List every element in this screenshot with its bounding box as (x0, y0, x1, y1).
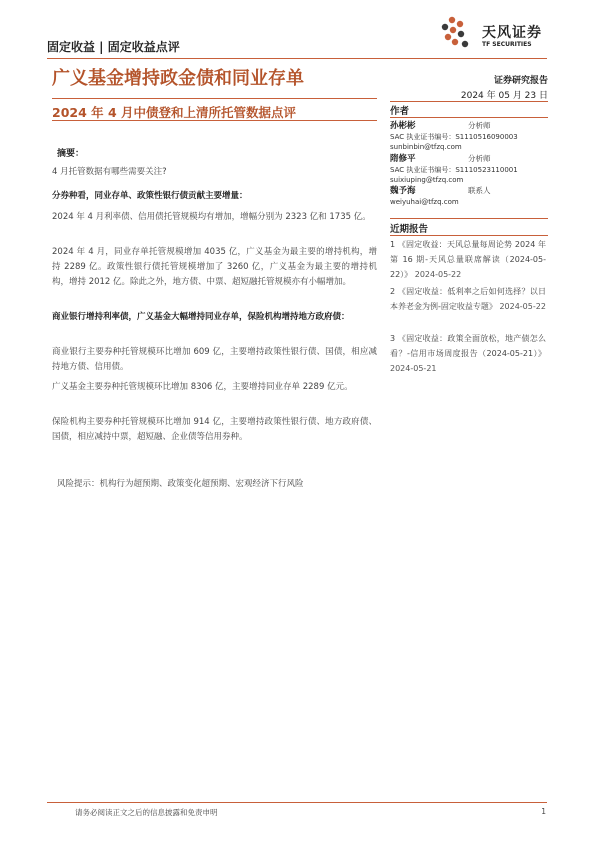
header-divider (47, 58, 547, 59)
author-name: 隋修平 (390, 154, 416, 164)
footer-rule (47, 802, 547, 803)
author-role: 联系人 (468, 186, 491, 195)
recent-report-item[interactable] (390, 284, 546, 314)
author-role: 分析师 (468, 121, 491, 130)
recent-report-title[interactable]: 1 《固定收益：天风总量每周论势 2024 年第 16 期-天风总量联席解读（2024-05-22）》 (390, 240, 546, 279)
author-name: 孙彬彬 (390, 121, 416, 131)
recent-report-title[interactable]: 2 《固定收益：低利率之后如何选择？以日本养老金为例-固定收益专题》 (390, 287, 546, 311)
recent-report-date: 2024-05-21 (390, 364, 437, 373)
report-title: 广义基金增持政金债和同业存单 (52, 68, 304, 89)
logo-text-en: TF SECURITIES (482, 41, 532, 48)
authors-bottom-rule (390, 117, 548, 118)
recent-report-title[interactable]: 3 《固定收益：政策全面放松，地产债怎么看？-信用市场周度报告（2024-05-21）》 (390, 334, 546, 358)
author-sac: SAC 执业证书编号：S1110523110001 (390, 165, 518, 174)
author-sac: SAC 执业证书编号：S1110516090003 (390, 132, 518, 141)
author-block (390, 154, 550, 186)
report-subtitle: 2024 年 4 月中债登和上清所托管数据点评 (52, 105, 297, 120)
summary-paragraph: 广义基金主要券种托管规模环比增加 8306 亿，主要增持同业存单 2289 亿元。 (52, 382, 353, 392)
authors-top-rule (390, 101, 548, 102)
author-name: 魏予海 (390, 186, 416, 196)
recent-top-rule (390, 218, 548, 219)
footer-disclaimer: 请务必阅读正文之后的信息披露和免责申明 (75, 808, 218, 817)
recent-reports-heading: 近期报告 (390, 224, 429, 235)
author-role: 分析师 (468, 154, 491, 163)
recent-bottom-rule (390, 235, 548, 236)
summary-section-heading: 分券种看，同业存单、政策性银行债贡献主要增量： (52, 191, 248, 201)
summary-paragraph: 保险机构主要券种托管规模环比增加 914 亿，主要增持政策性银行债、地方政府债、国债，相应减持中票，超短融、企业债等信用券种。 (52, 417, 377, 442)
authors-heading: 作者 (390, 106, 410, 117)
author-email[interactable]: sunbinbin@tfzq.com (390, 143, 462, 151)
author-block (390, 186, 550, 207)
risk-warning: 风险提示：机构行为超预期、政策变化超预期、宏观经济下行风险 (57, 479, 304, 489)
page-number: 1 (541, 807, 546, 816)
summary-paragraph: 商业银行主要券种托管规模环比增加 609 亿，主要增持政策性银行债、国债，相应减持地方债、信用债。 (52, 347, 377, 372)
recent-report-item[interactable] (390, 331, 546, 376)
author-email[interactable]: weiyuhai@tfzq.com (390, 197, 459, 206)
summary-section-heading: 商业银行增持利率债，广义基金大幅增持同业存单，保险机构增持地方政府债： (52, 312, 350, 322)
report-category: 固定收益 | 固定收益点评 (47, 40, 180, 54)
author-block (390, 121, 550, 153)
recent-report-date: 2024-05-22 (499, 302, 546, 311)
recent-report-item[interactable] (390, 237, 546, 282)
summary-paragraph: 4 月托管数据有哪些需要关注? (52, 167, 167, 177)
recent-report-date: 2024-05-22 (414, 270, 462, 279)
logo-text-cn: 天风证券 (482, 25, 542, 41)
summary-paragraph: 2024 年 4 月，同业存单托管规模增加 4035 亿，广义基金为最主要的增持机构，增持 2289 亿。政策性银行债托管规模增加了 3260 亿，广义基金为最主要的增持机构，增持 2012 亿。除此之外，地方债、中票、超短融托管规模亦有小幅增加。 (52, 247, 377, 287)
report-type: 证券研究报告 (493, 76, 548, 86)
subtitle-top-rule (52, 98, 377, 99)
subtitle-bottom-rule (52, 120, 377, 121)
report-date: 2024 年 05 月 23 日 (460, 91, 548, 101)
summary-paragraph: 2024 年 4 月利率债、信用债托管规模均有增加，增幅分别为 2323 亿和 1735 亿。 (52, 212, 371, 222)
summary-heading: 摘要： (57, 149, 85, 159)
author-email[interactable]: suixiuping@tfzq.com (390, 176, 464, 184)
